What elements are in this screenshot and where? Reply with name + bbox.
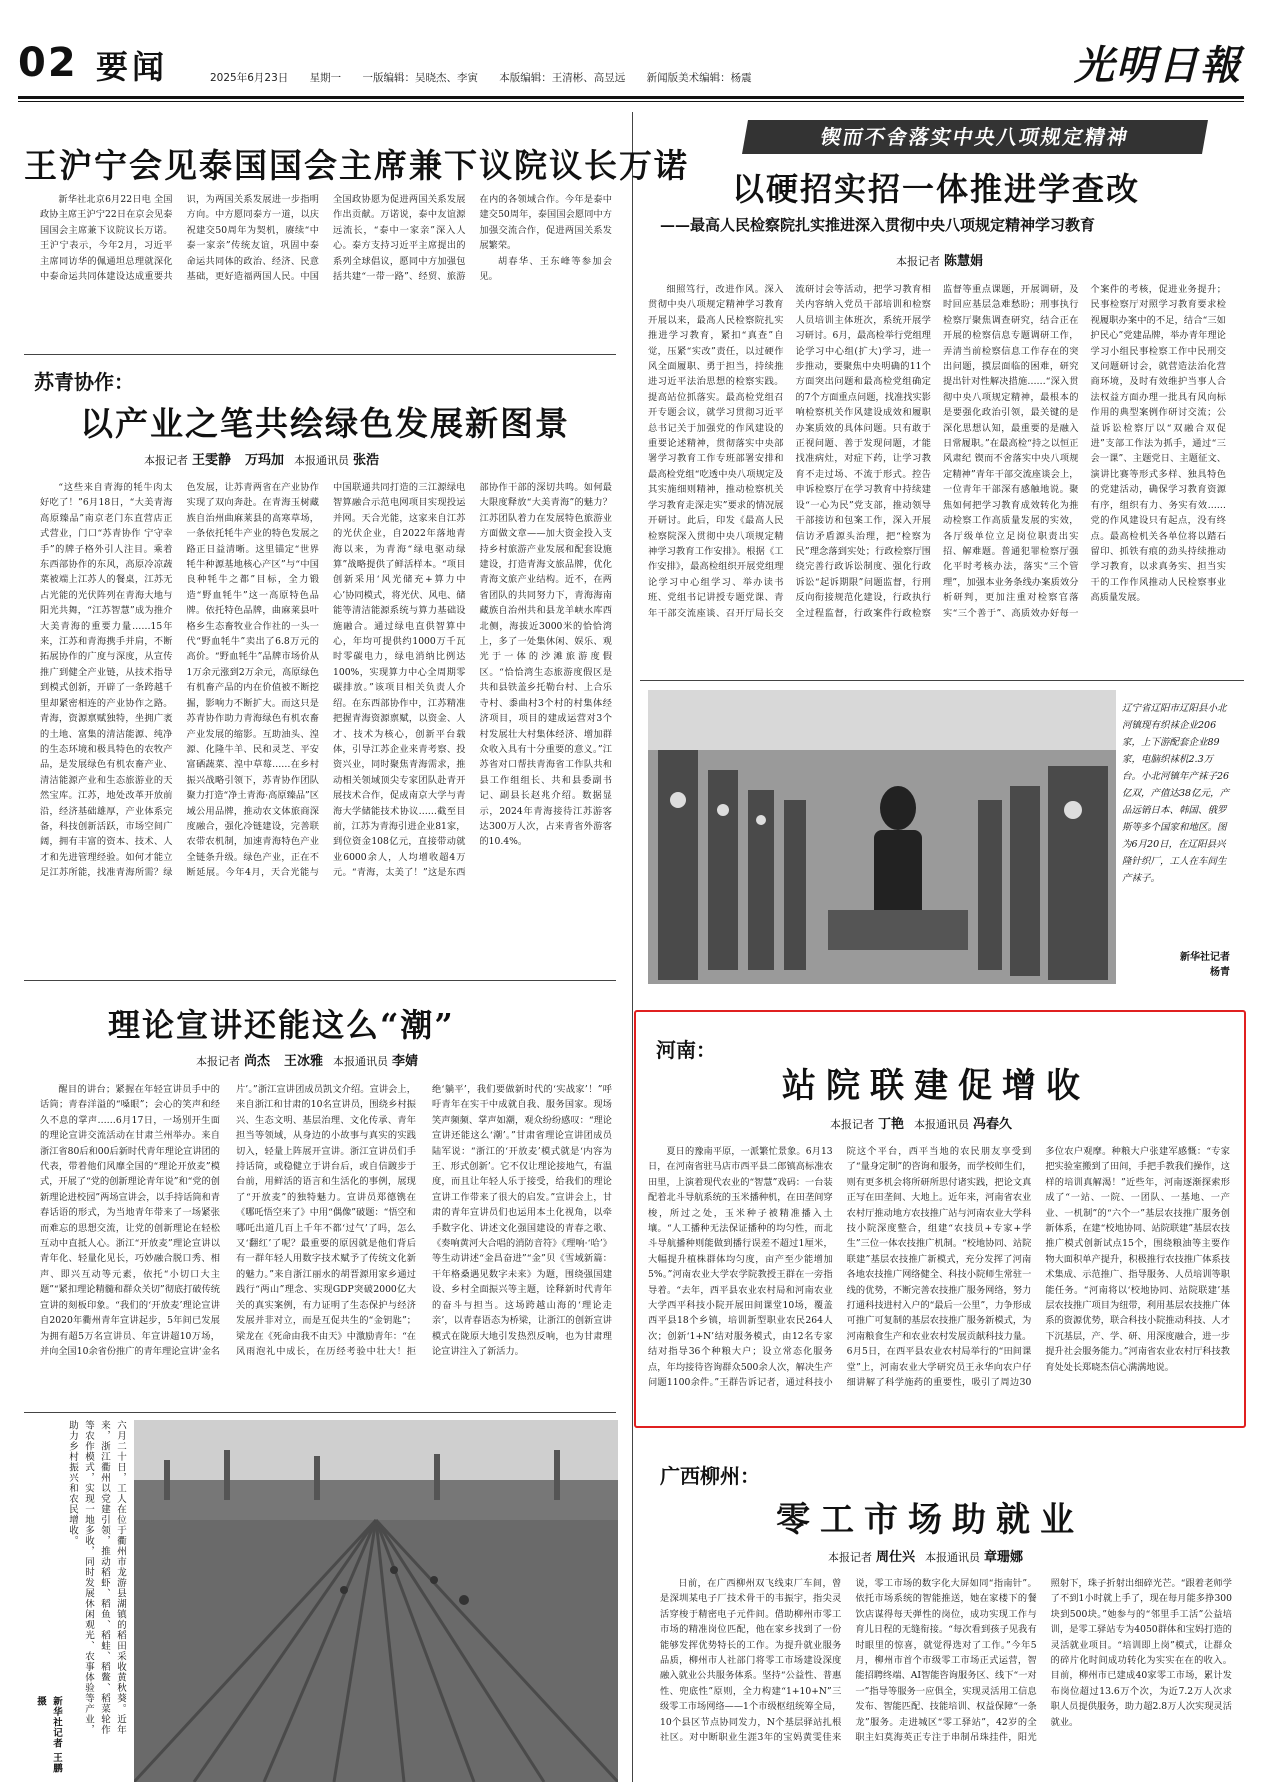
credit-label: 新华社记者	[1180, 952, 1230, 963]
caption-text: 六月二十日，工人在位于衢州市龙游县湖镇的稻田采收黄秋葵。近年来，浙江衢州以党建引领，推动稻虾、稻鱼、稻蛙、稻鳖、稻菜轮作等农作模式，实现一地多收，同时发展休闲观光、农事体验等产业，助力乡村振兴和农民增收。	[67, 1420, 126, 1735]
author: 张浩	[353, 453, 380, 468]
kicker-suqing: 苏青协作：	[34, 370, 134, 394]
headline-liuzhou: 零工市场助就业	[776, 1500, 1084, 1540]
byline-label: 本报记者	[828, 1551, 872, 1564]
article-henan-text: 夏日的豫南平原，一派繁忙景象。6月13日，在河南省驻马店市西平县二郎镇高标准农田里，上演着现代农业的“智慧”戏码：一台装配着北斗导航系统的玉米播种机，在田垄间穿梭，所过之处，玉米种子被精准播入土壤。“人工播种无法保证播种的均匀性，而北斗导航播种则能做到播行误差不超过1厘米，大幅提升植株群体均匀度，亩产至少能增加5%。”河南农业大学农学院教授王群在一旁指导着。“去年，西平县农业农村局和河南农业大学西平科技小院开展田间课堂10场，覆盖西平县18个乡镇，培训新型职业农民264人次；创新‘1+N’结对服务模式，由12名专家结对指导36个种粮大户；设立常态化服务点，年均接待咨询群众500余人次，解决生产问题1100余件。”王群告诉记者，通过科技小院这个平台，西平当地的农民朋友享受到了“量身定制”的咨询和服务，而学校师生们，则有更多机会将所研所思付诸实践，把论文真正写在田垄间、大地上。近年来，河南省农业农村厅推动地方农技推广站与河南农业大学科技小院深度整合，组建“农技员+专家+学生”三位一体农技推广机制。“校地协同、站院联建”基层农技推广新模式，充分发挥了河南各地农技推广网络健全、科技小院师生常驻一线的优势，不断完善农技推广服务网络，努力打通科技进村入户的“最后一公里”，力争形成可推广可复制的基层农技推广服务新模式，为河南粮食生产和农业农村发展贡献科技力量。6月5日，在西平县农业农村局举行的“田间课堂”上，河南农业大学研究员王永华向农户仔细讲解了科学施药的重要性，吸引了周边30多位农户观摩。种粮大户张建军感慨：“专家把实验室搬到了田间，手把手教我们操作，这样的培训真解渴！”近些年，河南逐渐探索形成了“一站、一院、一团队、一基地、一产业、一机制”的“六个一”基层农技推广服务创新体系，在建“校地协同、站院联建”基层农技推广模式创新试点15个，围绕粮油等主要作物大面积单产提升，积极推行农技推广体系技术集成、示范推广、指导服务、人员培训等职能任务。“河南将以‘校地协同、站院联建’基层农技推广项目为纽带，利用基层农技推广体系的资源优势，联合科技小院推动科技、人才下沉基层，产、学、研、用深度融合，进一步提升社会服务能力。”河南省农业农村厅科技教育处处长郑晓杰信心满满地说。	[648, 1146, 1230, 1389]
byline-label: 本报记者	[144, 454, 188, 467]
author: 王冰雅	[284, 1054, 324, 1069]
photo-caption-sock: 辽宁省辽阳市辽阳县小北河镇现有织袜企业206家，上下游配套企业89家，电脑织袜机2.3万台。小北河镇年产袜子26亿双，产值达38亿元，产品远销日本、韩国、俄罗斯等多个国家和地区。图为6月20日，在辽阳县兴隆针织厂，工人在车间生产袜子。	[1122, 703, 1230, 884]
article-wang-p1: 新华社北京6月22日电 全国政协主席王沪宁22日在京会见泰国国会主席兼下议院议长万诺。王沪宁表示，今年2月，习近平主席同访华的佩通坦总理就深化中泰命运共同体建设达成重要共识，为两国关系发展进一步指明方向。中方愿同泰方一道，以庆祝建交50周年为契机，赓续“中泰一家亲”传统友谊，巩固中泰命运共同体的政治、经济、民意基础，更好造福两国人民。中国全国政协愿为促进两国关系发展作出贡献。万诺说，泰中友谊源远流长，“泰中一家亲”深入人心。泰方支持习近平主席提出的系列全球倡议，愿同中方加强包括共建“一带一路”、经贸、旅游在内的各领域合作。今年是泰中建交50周年，泰国国会愿同中方加强交流合作，促进两国关系发展繁荣。	[40, 194, 612, 283]
divider	[24, 354, 616, 355]
author: 李婧	[392, 1054, 419, 1069]
byline-label: 本报记者	[896, 255, 940, 268]
author: 陈慧娟	[944, 254, 984, 269]
headline-theory: 理论宣讲还能这么“潮”	[108, 1006, 455, 1044]
credit-name: 杨青	[1210, 967, 1230, 978]
editor-page: 本版编辑：王清彬、高昱远	[499, 72, 626, 84]
weekday: 星期一	[309, 72, 342, 84]
column-divider	[632, 112, 633, 1782]
divider	[24, 980, 616, 981]
article-suqing-text: “这些来自青海的牦牛肉太好吃了！”6月18日，“大美青海高原臻品”南京老门东直营店正式营业，门口“苏青协作 宁守幸手”的牌子格外引人注目。乘着东西部协作的东风，高原冷凉蔬菜被端上江苏人的餐桌，江苏无占光能的光伏阵列在青海大地与阳光共舞，“江苏智慧”成为推介大美青海的重要力量……15年来，江苏和青海携手并肩，不断拓展协作的广度与深度，从宣传推广到健全产业链，从技术指导到模式创新，开辟了一条跨越千里却紧密相连的产业协作之路。青海，资源禀赋独特，坐拥广袤的土地、富集的清洁能源、纯净的生态环境和极具特色的农牧产品，是发展绿色有机农畜产业、清洁能源产业和生态旅游业的天然宝库。江苏，地处改革开放前沿，经济基础雄厚，产业体系完备，科技创新活跃，市场空间广阔，拥有丰富的资本、技术、人才和先进管理经验。如何才能立足江苏所能，找准青海所需？绿色发展，让苏青两省在产业协作实现了双向奔赴。在青海玉树藏族自治州曲麻莱县的高寒草场，一条依托牦牛产业的特色发展之路正日益清晰。这里锚定“世界牦牛种源基地核心产区”与“中国良种牦牛之都”目标，全力锻造“野血牦牛”这一高原特色品牌。依托特色品牌，曲麻莱县叶格乡生态畜牧业合作社的一头一代“野血牦牛”卖出了6.8万元的高价。“野血牦牛”品牌市场价从1万余元涨到2万余元，高原绿色有机畜产品的内在价值被不断挖掘，影响力不断扩大。而这只是苏青协作助力青海绿色有机农畜产业发展的缩影。互助油头、湟源、化隆牛羊、民和灵芝、平安富硒蔬菜、湟中草莓……在乡村振兴战略引领下，苏青协作团队聚力打造“净土青海·高原臻品”区域公用品牌，推动农文体旅商深度融合，强化冷链建设，完善联农带农机制，加速青海特色产业全链条升级。绿色产业，正在不断延展。今年4月，天合光能与中国联通共同打造的三江源绿电智算融合示范电网项目实现投运并网。天合光能，这家来自江苏的光伏企业，自2022年落地青海以来，为青海“绿电驱动绿算”战略提供了鲜活样本。“项目创新采用‘风光储充+算力中心’协同模式，将光伏、风电、储能等清洁能源系统与算力基础设施融合。通过绿电直供智算中心，年均可提供约1000万千瓦时零碳电力，绿电消纳比例达100%，实现算力中心全周期零碳排放。”该项目相关负责人介绍。在东西部协作中，江苏精准把握青海资源禀赋，以资金、人才、技术为核心，创新平台载体，引导江苏企业来青考察、投资兴业，同时聚焦青海需求，推动相关领域顶尖专家团队赴青开展技术合作，促成南京大学与青海大学储能技术协议……截至目前，江苏为青海引进企业81家，到位资金108亿元，直接带动就业6000余人，人均增收超4万元。“青海，太美了！”这是东西部协作干部的深切共鸣。如何最大限度释放“大美青海”的魅力？江苏团队着力在发展特色旅游业方面做文章——加大资金投入支持乡村旅游产业发展和配套设施建设，打造青海文旅品牌，优化青海文旅产业结构。近不，在两省团队的共同努力下，青海海南藏族自治州共和县龙羊峡水库西北侧，海拔近3000米的恰恰湾上，多了一处集休闲、娱乐、观光于一体的沙滩旅游度假区。“恰恰湾生态旅游度假区是共和县铁盖乡托勒台村、上合乐寺村、黍曲村3个村的村集体经济项目，项目的建成运营对3个村发展壮大村集体经济、增加群众收入具有十分重要的意义。”江苏省对口帮扶青海省工作队共和县工作组组长、共和县委副书记、副县长赵兆介绍。数据显示，2024年青海接待江苏游客达300万人次，占来青省外游客的10.4%。	[40, 482, 612, 879]
byline-henan	[830, 1113, 1022, 1132]
headline-henan: 站院联建促增收	[782, 1066, 1090, 1106]
headline-wang: 王沪宁会见泰国国会主席兼下议院议长万诺	[24, 146, 689, 185]
page-number: 02	[18, 40, 78, 86]
author: 丁艳	[878, 1117, 905, 1132]
credit-label: 新华社记者	[51, 1696, 62, 1749]
issue-date: 2025年6月23日	[210, 72, 289, 84]
editor-front: 一版编辑：吴晓杰、李寅	[362, 72, 478, 84]
author: 尚杰	[244, 1054, 271, 1069]
byline-label: 本报记者	[830, 1118, 874, 1131]
factory-illustration	[648, 690, 1116, 984]
photo-sock-factory	[648, 690, 1116, 984]
byline-label: 本报通讯员	[925, 1551, 981, 1564]
header-rule	[18, 96, 1244, 99]
article-theory	[40, 1082, 612, 1400]
divider	[640, 680, 1244, 681]
banner-text: 锲而不舍落实中央八项规定精神	[818, 125, 1132, 149]
kicker-henan: 河南：	[656, 1038, 716, 1062]
author: 章珊娜	[984, 1550, 1024, 1565]
headline-suqing: 以产业之笔共绘绿色发展新图景	[80, 404, 570, 443]
article-procuratorate	[648, 282, 1226, 672]
header-meta	[210, 70, 770, 85]
article-liuzhou	[660, 1576, 1232, 1784]
photo-caption-okra	[24, 1420, 128, 1736]
article-wang	[40, 192, 612, 332]
article-theory-text: 醒目的讲台；紧握在年轻宣讲员手中的话筒；青春洋溢的“嗓眼”；会心的笑声和经久不息的掌声……6月17日，一场别开生面的理论宣讲交流活动在甘肃兰州举办。来自浙江省80后和00后新时代青年理论宣讲团的代表，带着他们风靡全国的“理论开放麦”模式，开展了“党的创新理论青年说”和“党的创新理论进校园”两场宣讲会，以手持话筒和青春话语的形式，为当地青年带来了一场紧张而难忘的思想交流，让党的创新理论在轻松互动中直抵人心。浙江“开放麦”理论宣讲以青年化、轻量化见长，巧妙融合脱口秀、相声、即兴互动等元素，依托“小切口大主题”“紧扣理论精髓和群众关切”彻底打破传统宣讲的刻板印象。“我们的‘开放麦’理论宣讲自2020年衢州青年宣讲起步，5年间已发展为拥有超5万名宣讲员、年宣讲超10万场，并向全国10余省份推广的青年理论宣讲‘金名片’。”浙江宣讲团成员凯文介绍。宣讲会上，来自浙江和甘肃的10名宣讲员，围绕乡村振兴、生态文明、基层治理、文化传承、青年担当等领域，从身边的小故事与真实的实践切入，轻量上阵展开宣讲。浙江宣讲员们手持话筒，或稳健立于讲台后，或自信踱步于台前，用鲜活的语言和生活化的事例，展现了“开放麦”的独特魅力。宣讲员郑德镌在《哪吒悟空来了》中用“偶像”破题：“悟空和哪吒出道几百上千年不都‘过气’了吗，怎么又‘翻红’了呢？最重要的原因就是他们背后有一群年轻人用数字技术赋予了传统文化新的魅力。”来自浙江丽水的胡晋源用家乡通过践行“两山”理念、实现GDP突破2000亿大关的真实案例，有力证明了生态保护与经济发展并非对立，而是互促共生的“金钥匙”；梁龙在《死命由我不由天》中激励青年：“在风雨泡礼中成长，在历经考验中壮大！拒绝‘躺平’，我们要做新时代的‘实战家’！”呼吁青年在实干中成就自我、服务国家。现场笑声频频、掌声如潮，观众纷纷感叹：“理论宣讲还能这么‘潮’。”甘肃省理论宣讲团成员陆军说：“浙江的‘开放麦’模式就是‘内容为王、形式创新’。它不仅让理论接地气，有温度，而且让年轻人乐于接受，给我们的理论宣讲工作带来了很大的启发。”宣讲会上，甘肃的青年宣讲员们也运用本土化视角，以牵手数字化、讲述文化强国建设的青春之歌、《奏响黄河大合唱的消防音符》《理响·‘哈’》等生动讲述“金昌奋进”“金”贝《雪域新篇：干年格桑遇见数字未来》为题，围绕强国建设、乡村全面振兴等主题，诠释新时代青年的奋斗与担当。这场跨越山海的‘理论走亲’，以青春语态为桥梁，让浙江的创新宣讲模式在陇原大地引发热烈反响，也为甘肃理论宣讲注入了新活力。	[40, 1084, 612, 1357]
byline-label: 本报记者	[196, 1055, 240, 1068]
divider	[24, 1412, 616, 1413]
kicker-liuzhou: 广西柳州：	[660, 1464, 760, 1488]
author: 王雯静	[192, 453, 232, 468]
field-illustration	[134, 1420, 618, 1782]
byline-label: 本报通讯员	[914, 1118, 970, 1131]
photo-okra-field	[134, 1420, 618, 1782]
byline-label: 本报通讯员	[294, 454, 350, 467]
article-henan	[648, 1144, 1230, 1420]
column-banner	[742, 120, 1208, 154]
photo-credit-okra	[28, 1696, 64, 1780]
author: 周仕兴	[876, 1550, 916, 1565]
section-name: 要闻	[96, 48, 169, 86]
article-wang-p2: 胡春华、王东峰等参加会见。	[479, 255, 612, 283]
byline-theory	[196, 1050, 428, 1069]
byline-suqing	[144, 449, 389, 468]
article-liuzhou-text: 日前，在广西柳州双飞线束厂车间，曾是深圳某电子厂技术骨干的韦振宇，指尖灵活穿梭于精密电子元件间。借助柳州市零工市场的精准岗位匹配，他在家乡找到了一份能够发挥优势特长的工作。为提升就业服务品质，柳州市人社部门将零工市场建设深度融入就业公共服务体系。坚持“公益性、普惠性、兜底性”原则，全力构建“1+10+N”三级零工市场网络——1个市级枢纽统筹全局，10个县区节点协同发力，N个基层驿站扎根社区。对中断职业生涯3年的宝妈黄雯佳来说，零工市场的数字化大屏如同“指南针”。依托市场系统的智能推送，她在家楼下的餐饮店谋得每天弹性的岗位，成功实现工作与育儿日程的无缝衔接。“每次看到孩子见我有时眼里的惊喜，就觉得选对了工作。”今年5月，柳州市首个市级零工市场正式运营，智能招聘终端、AI智能咨询服务区、线下“一对一”指导等服务一应俱全，实现灵活用工信息发布、智能匹配、技能培训、权益保障“一条龙”服务。走进城区“零工驿站”，42岁的全职主妇莫海英正专注于串制吊珠挂件，阳光照射下，珠子折射出细碎光芒。“跟着老师学了不到1小时就上手了，现在每月能多挣300块到500块。”她参与的“邻里手工活”公益培训，是零工驿站专为4050群体和宝妈打造的灵活就业项目。“培训即上岗”模式，让群众的碎片化时间成功转化为实实在在的收入。目前，柳州市已建成40家零工市场，累计发布岗位超过13.6万个次，为近7.2万人次求职人员提供服务，助力超2.8万人次实现灵活就业。	[660, 1578, 1232, 1744]
byline-label: 本报通讯员	[333, 1055, 389, 1068]
article-procuratorate-text: 细照笃行，改进作风。深入贯彻中央八项规定精神学习教育开展以来，最高人民检察院扎实推进学习教育，紧扣“真查”自觉，压紧“实改”责任，以过硬作风全面履职、勇于担当，持续推进习近平法治思想的检察实践。提高站位抓落实。最高检党组召开专题会议，就学习贯彻习近平总书记关于加强党的作风建设的重要论述精神，贯彻落实中央部署学习教育工作专班部署安排和最高检党组“吃透中央八项规定及其实施细则精神，推动检察机关学习教育走深走实”要求的情况展开研讨。此后，印发《最高人民检察院深入贯彻中央八项规定精神学习教育工作安排》。根据《工作安排》，最高检组织开展党组理论学习中心组学习、举办读书班、党组书记讲授专题党课、青年干部交流座谈、召开厅局长交流研讨会等活动，把学习教育相关内容纳入党员干部培训和检察人员培训主体班次，系统开展学习研讨。6月，最高检举行党组理论学习中心组(扩大)学习，进一步推动，要聚焦中央明确的11个方面突出问题和最高检党组确定的7个方面重点问题，找准找实影响检察机关作风建设成效和履职办案质效的具体问题。只有敢于正视问题、善于发现问题，才能找准病灶，对症下药，让学习教育不走过场、不流于形式。控告申诉检察厅在学习教育中持续建设“一心为民”党支部，推动领导干部接访和包案工作，深入开展信访矛盾源头治理，把“检察为民”理念落到实处；行政检察厅围绕完善行政诉讼制度、强化行政诉讼“起诉期限”问题监督，行刑反向衔接规范化建设，行政执行全过程监督，行政案件行政检察监督等重点课题，开展调研，及时回应基层急难愁盼；刑事执行检察厅聚焦调查研究，结合正在开展的检察信息专题调研工作，弄清当前检察信息工作存在的突出问题，摸层面临的困难，研究提出针对性解决措施……“深入贯彻中央八项规定精神，最根本的是要强化政治引领，最关键的是深化思想认知，最重要的是融入日常履职。”在最高检“持之以恒正风肃纪 锲而不舍落实中央八项规定精神”青年干部交流座谈会上，一位青年干部深有感触地说。聚焦如何把学习教育成效转化为推动检察工作高质量发展的实效，各厅级单位立足岗位职责出实招、解难题。普通犯罪检察厅强化平时考核办法，落实“三个管理”，加强本业务条线办案质效分析研判，更加注重对检察官落实“三个善于”、高质效办好每一个案件的考核，促进业务提升；民事检察厅对照学习教育要求检视履职办案中的不足，结合“三如护民心”党建品牌，举办青年理论学习小组民事检察工作中民刑交叉问题研讨会，就营造法治化营商环境，及时有效维护当事人合法权益方面办理一批具有风向标作用的典型案例作研讨交流；公益诉讼检察厅以“双融合双促进”支部工作法为抓手，通过“三会一课”、主题党日、主题征文、演讲比赛等形式多样、独具特色的党建活动，确保学习教育资源有序，组织有力、务实有效……党的作风建设只有起点，没有终点。最高检机关各单位将以踏石留印、抓铁有痕的劲头持续推动学习教育，以求真务实、担当实干的工作作风推动人民检察事业高质量发展。	[648, 284, 1226, 619]
headline-procuratorate: 以硬招实招一体推进学查改	[732, 170, 1141, 208]
masthead-logo: 光明日報	[1074, 42, 1242, 89]
byline-liuzhou	[828, 1546, 1033, 1565]
subheadline-procuratorate: ——最高人民检察院扎实推进深入贯彻中央八项规定精神学习教育	[660, 216, 1096, 234]
author: 万玛加	[245, 453, 285, 468]
author: 冯春久	[973, 1117, 1013, 1132]
header-rule-thin	[18, 101, 1244, 102]
photo-credit-sock	[1122, 950, 1230, 980]
editor-art: 新闻版美术编辑：杨震	[646, 72, 752, 84]
byline-procuratorate	[896, 250, 993, 269]
article-suqing	[40, 480, 612, 968]
credit-name: 王鹏摄	[35, 1696, 62, 1774]
